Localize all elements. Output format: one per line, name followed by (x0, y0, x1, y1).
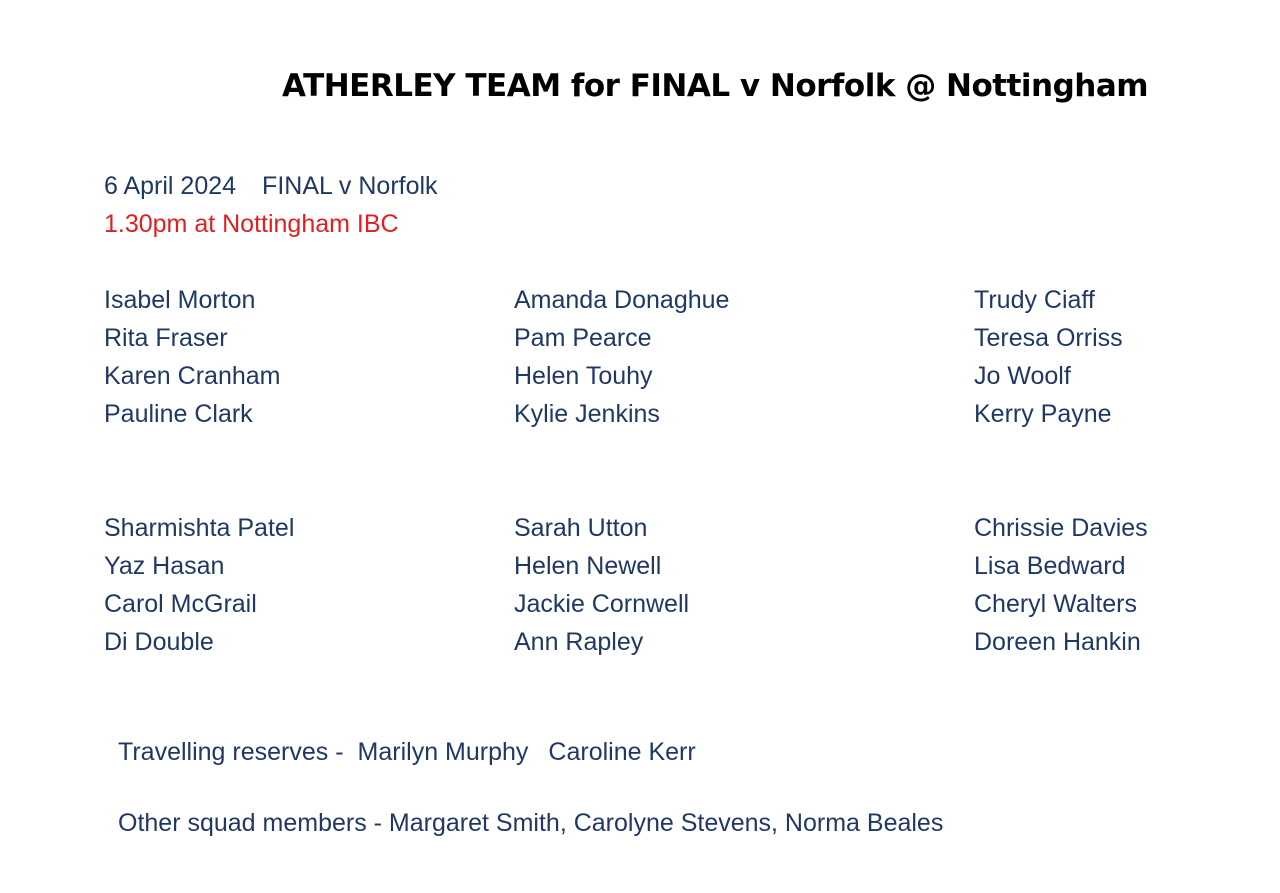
player-name: Di Double (104, 628, 214, 656)
player-name: Cheryl Walters (974, 590, 1137, 618)
player-name: Karen Cranham (104, 362, 281, 390)
reserves-label: Travelling reserves - (118, 738, 344, 766)
other-squad-members: Other squad members - Margaret Smith, Carolyne Stevens, Norma Beales (118, 809, 944, 837)
player-name: Yaz Hasan (104, 552, 225, 580)
player-name: Doreen Hankin (974, 628, 1141, 656)
match-date: 6 April 2024 (104, 172, 237, 200)
player-name: Kylie Jenkins (514, 400, 660, 428)
player-name: Chrissie Davies (974, 514, 1148, 542)
player-name: Sharmishta Patel (104, 514, 295, 542)
match-date-line (104, 167, 438, 205)
player-name: Carol McGrail (104, 590, 257, 618)
player-name: Jo Woolf (974, 362, 1071, 390)
player-name: Kerry Payne (974, 400, 1112, 428)
match-time-venue: 1.30pm at Nottingham IBC (104, 210, 399, 238)
reserve-name: Caroline Kerr (548, 738, 696, 766)
player-name: Helen Touhy (514, 362, 653, 390)
rink-1-column-3 (974, 281, 1123, 433)
reserve-name: Marilyn Murphy (357, 738, 529, 766)
player-name: Isabel Morton (104, 286, 256, 314)
player-name: Teresa Orriss (974, 324, 1123, 352)
rink-1-column-1 (104, 281, 280, 433)
player-name: Jackie Cornwell (514, 590, 690, 618)
player-name: Rita Fraser (104, 324, 228, 352)
rink-1-column-2 (514, 281, 729, 433)
page-title: ATHERLEY TEAM for FINAL v Norfolk @ Nottingham (282, 68, 1149, 104)
rink-2-column-1 (104, 509, 294, 661)
rink-2-column-2 (514, 509, 689, 661)
travelling-reserves (118, 733, 696, 771)
player-name: Lisa Bedward (974, 552, 1126, 580)
rink-2-column-3 (974, 509, 1148, 661)
player-name: Pam Pearce (514, 324, 652, 352)
player-name: Pauline Clark (104, 400, 253, 428)
player-name: Helen Newell (514, 552, 662, 580)
player-name: Ann Rapley (514, 628, 644, 656)
player-name: Amanda Donaghue (514, 286, 730, 314)
player-name: Sarah Utton (514, 514, 648, 542)
player-name: Trudy Ciaff (974, 286, 1095, 314)
match-fixture: FINAL v Norfolk (262, 172, 438, 200)
